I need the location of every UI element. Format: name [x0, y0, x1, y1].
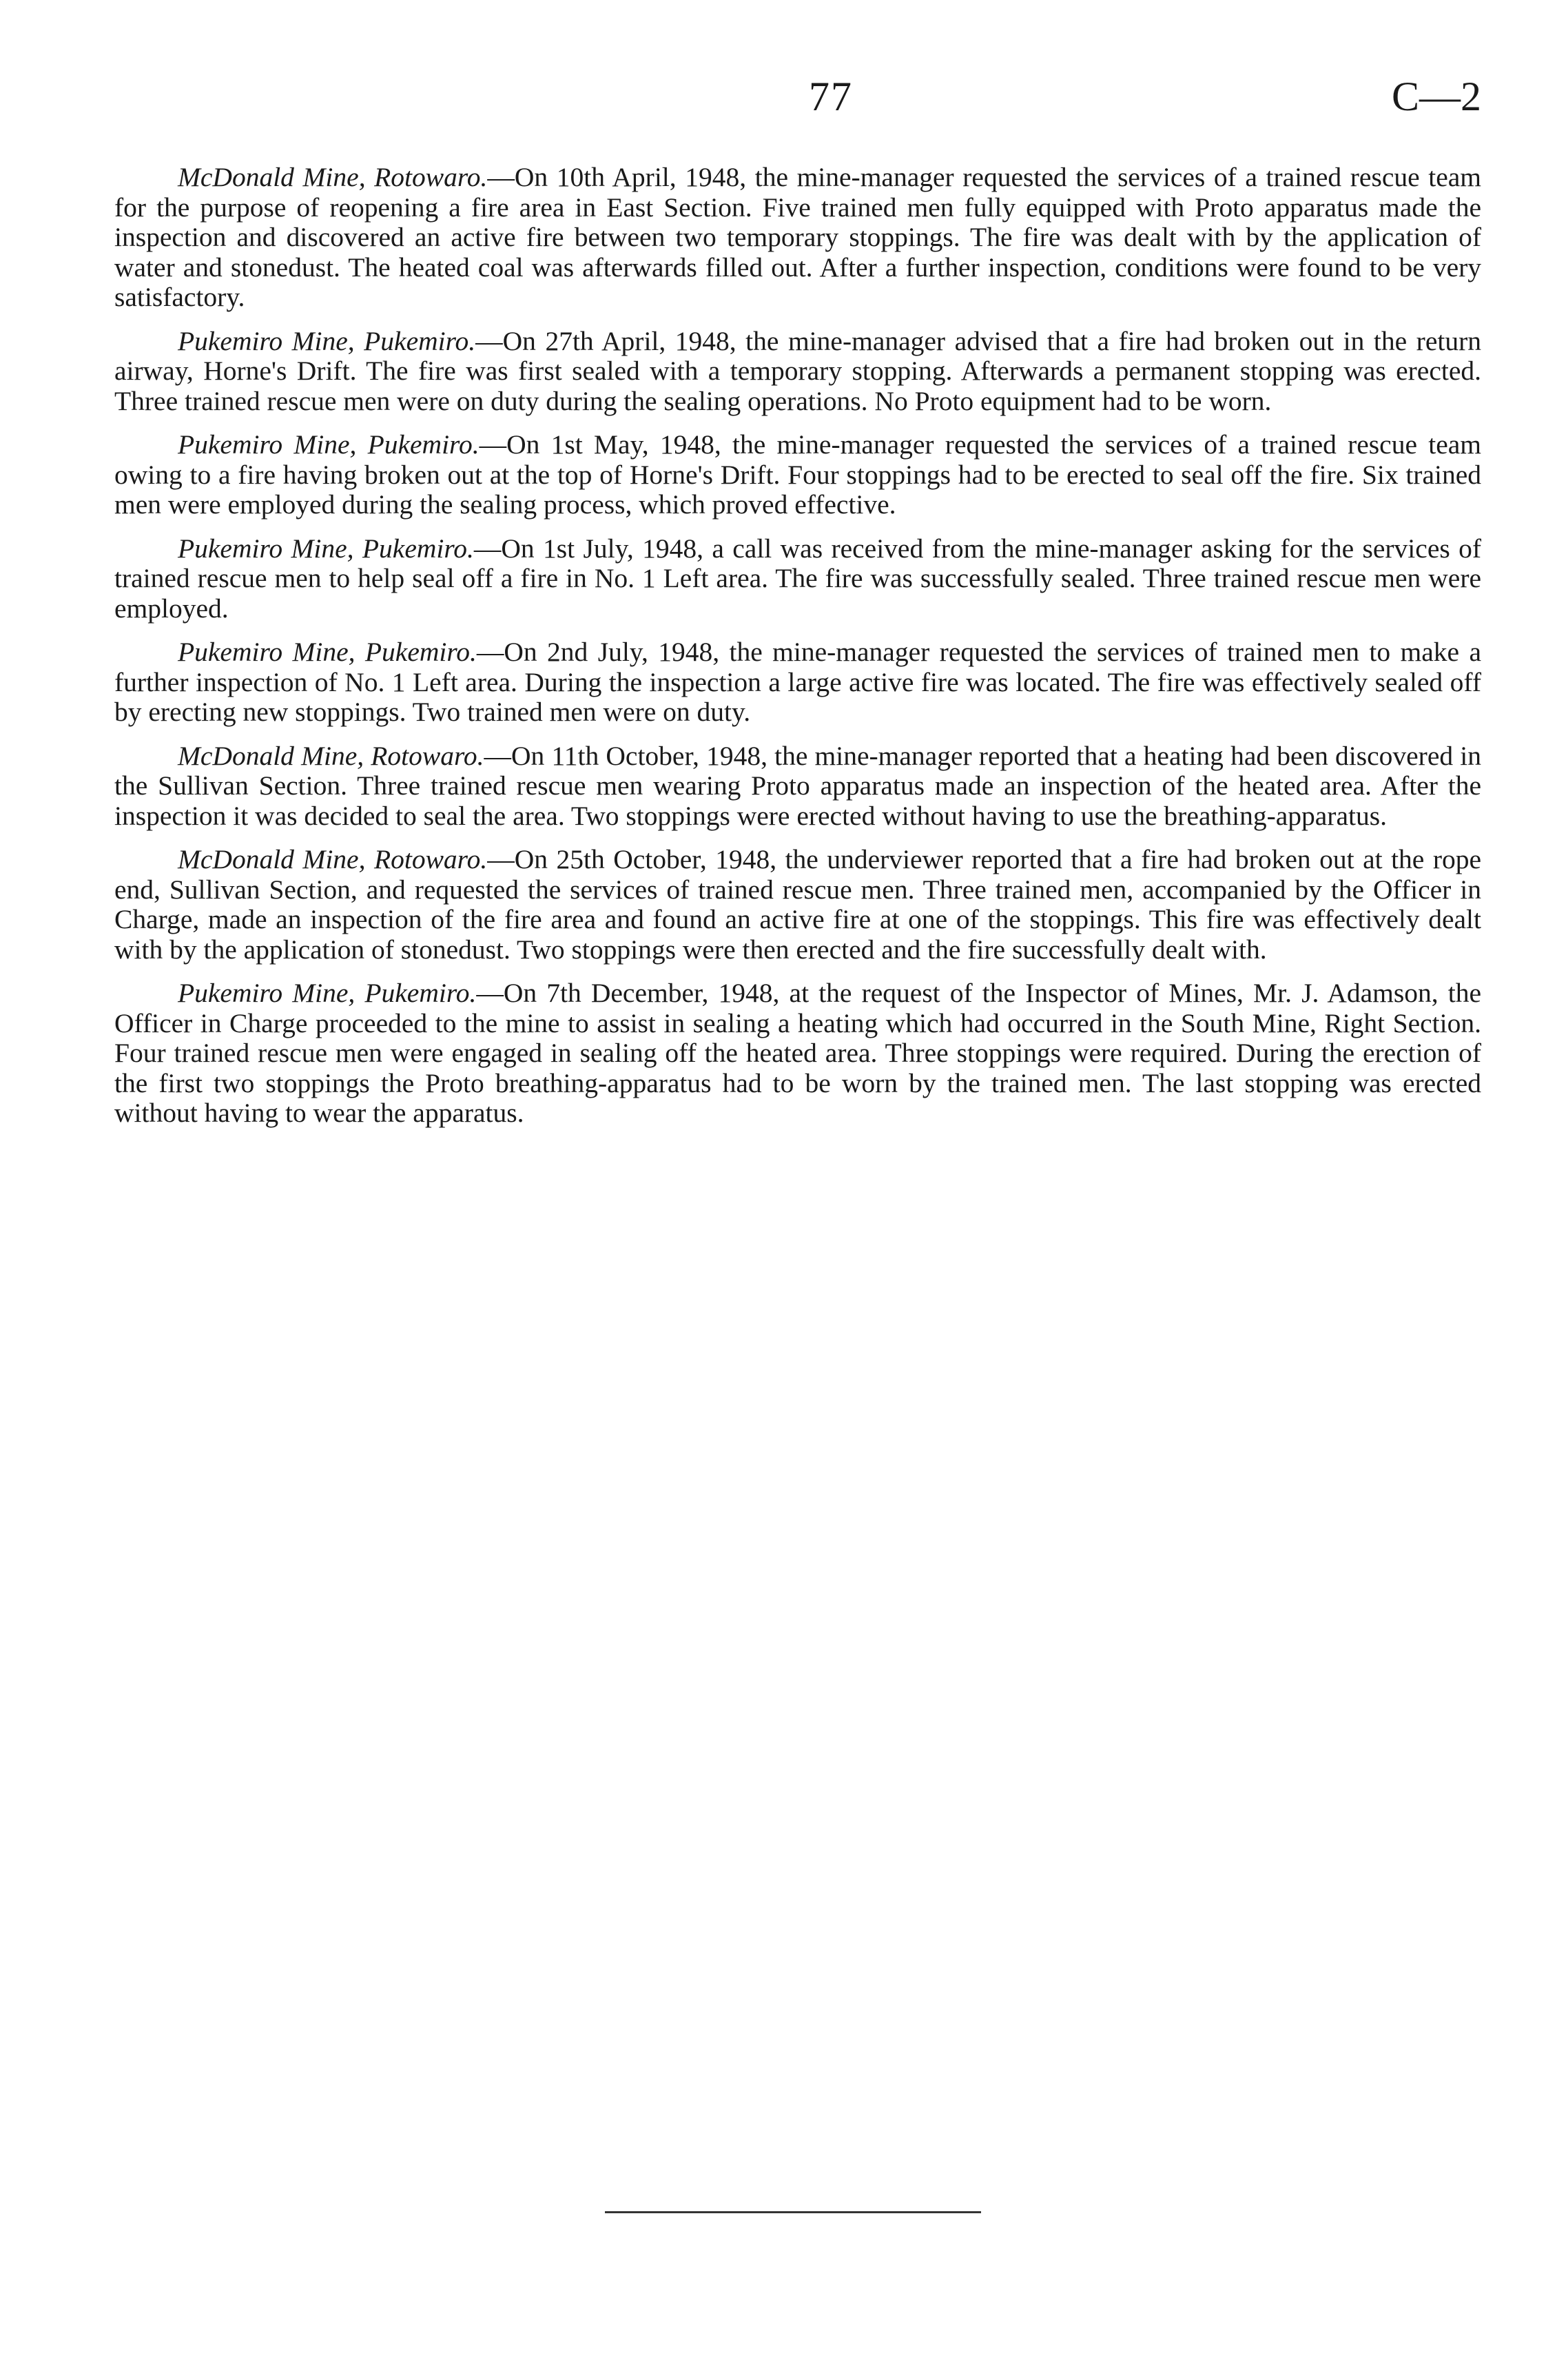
mine-location: Pukemiro Mine, Pukemiro. — [178, 637, 477, 667]
incident-text: —On 2nd July, 1948, the mine-manager requested the services of trained men to make a further inspection of No. 1 Left area. During the inspection a large active fire was located. The fire was effectively sealed off by erecting new stoppings. Two trained men were on duty. — [114, 637, 1481, 727]
incident-paragraph — [114, 637, 1481, 728]
incident-text: —On 11th October, 1948, the mine-manager reported that a heating had been discovered in the Sullivan Section. Three trained rescue men wearing Proto apparatus made an inspection of the heated area. After the inspection it was decided to seal the area. Two stoppings were erected without having to use the breathing-apparatus. — [114, 740, 1481, 831]
incident-text: —On 1st July, 1948, a call was received from the mine-manager asking for the services of trained rescue men to help seal off a fire in No. 1 Left area. The fire was successfully sealed. Three trained rescue men were employed. — [114, 533, 1482, 624]
mine-location: Pukemiro Mine, Pukemiro. — [178, 429, 480, 460]
incident-text: —On 27th April, 1948, the mine-manager advised that a fire had broken out in the return airway, Horne's Drift. The fire was first sealed with a temporary stopping. Afterwards a permanent stopping was erected. Three trained rescue men were on duty during the sealing operations. No Proto equipment had to be worn. — [114, 325, 1481, 416]
incident-text: —On 10th April, 1948, the mine-manager requested the services of a trained rescue team for the purpose of reopening a fire area in East Section. Five trained men fully equipped with Proto apparatus made the inspection and discovered an active fire between two temporary stoppings. The fire was dealt with by the application of water and stonedust. The heated coal was afterwards filled out. After a further inspection, conditions were found to be very satisfactory. — [114, 162, 1481, 312]
incident-text: —On 1st May, 1948, the mine-manager requested the services of a trained rescue team owing to a fire having broken out at the top of Horne's Drift. Four stoppings had to be erected to seal off the fire. Six trained men were employed during the sealing process, which proved effective. — [114, 429, 1481, 520]
report-body — [114, 163, 1481, 1142]
page-header — [114, 69, 1481, 124]
incident-paragraph — [114, 978, 1481, 1129]
section-divider — [605, 2211, 981, 2213]
mine-location: McDonald Mine, Rotowaro. — [178, 844, 488, 874]
mine-location: Pukemiro Mine, Pukemiro. — [178, 533, 474, 564]
mine-location: Pukemiro Mine, Pukemiro. — [178, 325, 476, 356]
mine-location: Pukemiro Mine, Pukemiro. — [178, 978, 477, 1008]
incident-paragraph — [114, 741, 1481, 832]
page-number: 77 — [809, 74, 853, 119]
incident-paragraph — [114, 327, 1481, 417]
incident-text: —On 7th December, 1948, at the request of the Inspector of Mines, Mr. J. Adamson, the Officer in Charge proceeded to the mine to assist in sealing a heating which had occurred in the South Mine, Right Section. Four trained rescue men were engaged in sealing off the heated area. Three stoppings were required. During the erection of the first two stoppings the Proto breathing-apparatus had to be worn by the trained men. The last stopping was erected without having to wear the apparatus. — [114, 978, 1481, 1128]
incident-paragraph — [114, 534, 1481, 624]
incident-text: —On 25th October, 1948, the underviewer reported that a fire had broken out at the rope end, Sullivan Section, and requested the services of trained rescue men. Three trained men, accompanied by the Officer in Charge, made an inspection of the fire area and found an active fire at one of the stoppings. This fire was effectively dealt with by the application of stonedust. Two stoppings were then erected and the fire successfully dealt with. — [114, 844, 1482, 965]
incident-paragraph — [114, 845, 1481, 965]
incident-paragraph — [114, 430, 1481, 520]
mine-location: McDonald Mine, Rotowaro. — [178, 740, 484, 771]
incident-paragraph — [114, 163, 1481, 313]
series-code: C—2 — [1391, 74, 1481, 119]
mine-location: McDonald Mine, Rotowaro. — [178, 162, 488, 192]
